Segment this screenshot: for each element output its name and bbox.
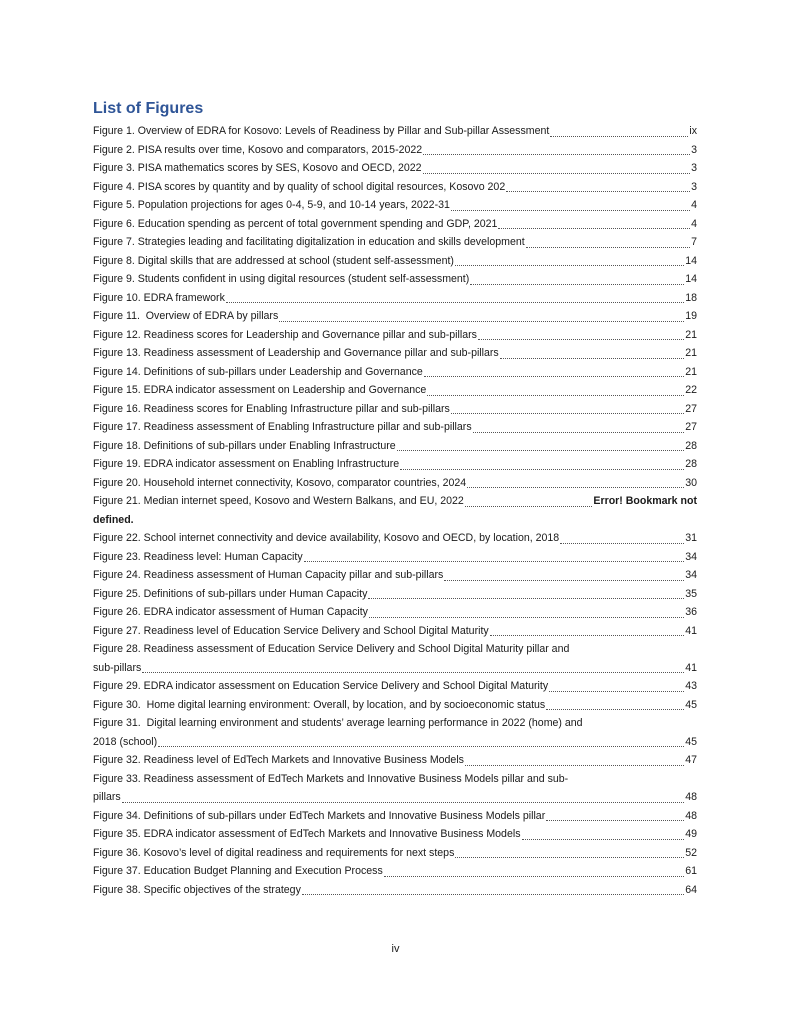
figure-entry-wrapped[interactable] bbox=[93, 640, 697, 677]
figure-title: Figure 30. Home digital learning environment: Overall, by location, and by socioeconomic status bbox=[93, 698, 546, 711]
dot-leader bbox=[424, 376, 684, 377]
dot-leader bbox=[451, 210, 690, 211]
dot-leader bbox=[455, 265, 684, 266]
figure-entry[interactable] bbox=[93, 548, 697, 567]
dot-leader bbox=[550, 136, 688, 137]
dot-leader bbox=[369, 617, 684, 618]
figure-entry[interactable] bbox=[93, 252, 697, 271]
dot-leader bbox=[158, 746, 684, 747]
figure-title: Figure 27. Readiness level of Education Service Delivery and School Digital Maturity bbox=[93, 624, 489, 637]
figure-entry[interactable] bbox=[93, 344, 697, 363]
figure-title: Figure 14. Definitions of sub-pillars under Leadership and Governance bbox=[93, 365, 423, 378]
figure-page: 7 bbox=[691, 236, 697, 248]
figure-page: 18 bbox=[685, 291, 697, 304]
figure-page: 48 bbox=[685, 809, 697, 822]
figure-entry[interactable] bbox=[93, 307, 697, 326]
dot-leader bbox=[368, 598, 684, 599]
figure-title: Figure 17. Readiness assessment of Enabling Infrastructure pillar and sub-pillars bbox=[93, 421, 472, 433]
bookmark-error: Error! Bookmark not bbox=[593, 495, 697, 507]
figure-page: 14 bbox=[685, 254, 697, 267]
figure-page: 30 bbox=[685, 476, 697, 489]
dot-leader bbox=[560, 543, 684, 544]
figure-entry[interactable] bbox=[93, 696, 697, 715]
figure-title: Figure 1. Overview of EDRA for Kosovo: Levels of Readiness by Pillar and Sub-pillar Assessment bbox=[93, 125, 550, 137]
figure-entry[interactable] bbox=[93, 289, 697, 308]
figure-title: Figure 18. Definitions of sub-pillars under Enabling Infrastructure bbox=[93, 439, 396, 452]
figure-page: 31 bbox=[685, 532, 697, 544]
dot-leader bbox=[455, 857, 684, 858]
figure-page: 64 bbox=[685, 883, 697, 896]
figure-entry-error[interactable] bbox=[93, 492, 697, 529]
figure-page: 52 bbox=[685, 846, 697, 859]
figure-entry[interactable] bbox=[93, 881, 697, 900]
figure-page: 49 bbox=[685, 828, 697, 840]
bookmark-error-cont: defined. bbox=[93, 513, 134, 526]
dot-leader bbox=[279, 321, 684, 322]
figure-title: Figure 13. Readiness assessment of Leadership and Governance pillar and sub-pillars bbox=[93, 347, 499, 359]
dot-leader bbox=[546, 820, 684, 821]
figure-entry-wrapped[interactable] bbox=[93, 770, 697, 807]
figure-entry[interactable] bbox=[93, 196, 697, 215]
figure-title-line2: sub-pillars bbox=[93, 661, 142, 674]
dot-leader bbox=[302, 894, 684, 895]
figure-title: Figure 16. Readiness scores for Enabling Infrastructure pillar and sub-pillars bbox=[93, 402, 450, 415]
dot-leader bbox=[546, 709, 684, 710]
dot-leader bbox=[498, 228, 690, 229]
figure-title: Figure 35. EDRA indicator assessment of EdTech Markets and Innovative Business Models bbox=[93, 828, 521, 840]
figure-page: 27 bbox=[685, 402, 697, 415]
dot-leader bbox=[470, 284, 684, 285]
figure-title-line1: Figure 31. Digital learning environment and students’ average learning performance in 2022 (home) and bbox=[93, 717, 583, 729]
dot-leader bbox=[444, 580, 684, 581]
dot-leader bbox=[423, 173, 691, 174]
figure-entry[interactable] bbox=[93, 825, 697, 844]
figure-title: Figure 20. Household internet connectivity, Kosovo, comparator countries, 2024 bbox=[93, 476, 467, 489]
figure-entry[interactable] bbox=[93, 603, 697, 622]
figure-page: 21 bbox=[685, 365, 697, 378]
figure-page: 28 bbox=[685, 439, 697, 452]
dot-leader bbox=[400, 469, 684, 470]
figure-page: 4 bbox=[691, 199, 697, 211]
figure-page: 19 bbox=[685, 310, 697, 322]
figure-title: Figure 4. PISA scores by quantity and by quality of school digital resources, Kosovo 202 bbox=[93, 180, 506, 193]
dot-leader bbox=[423, 154, 690, 155]
figure-page: 45 bbox=[685, 735, 697, 748]
figure-entry[interactable] bbox=[93, 862, 697, 881]
figure-entry-wrapped[interactable] bbox=[93, 714, 697, 751]
figure-title: Figure 7. Strategies leading and facilitating digitalization in education and skills development bbox=[93, 236, 525, 248]
figure-title: Figure 8. Digital skills that are addressed at school (student self-assessment) bbox=[93, 254, 454, 267]
dot-leader bbox=[465, 765, 684, 766]
dot-leader bbox=[427, 395, 684, 396]
figure-page: 3 bbox=[691, 180, 697, 193]
figure-page: 48 bbox=[685, 791, 697, 803]
dot-leader bbox=[384, 876, 684, 877]
figure-page: 47 bbox=[685, 754, 697, 766]
figure-page: 35 bbox=[685, 587, 697, 600]
figure-title-line2: pillars bbox=[93, 791, 121, 803]
figure-entry[interactable] bbox=[93, 418, 697, 437]
figure-title: Figure 6. Education spending as percent of total government spending and GDP, 2021 bbox=[93, 217, 498, 230]
figure-page: 14 bbox=[685, 273, 697, 285]
figure-entry[interactable] bbox=[93, 215, 697, 234]
figure-list bbox=[93, 122, 697, 899]
figure-title: Figure 24. Readiness assessment of Human Capacity pillar and sub-pillars bbox=[93, 569, 444, 581]
dot-leader bbox=[142, 672, 684, 673]
dot-leader bbox=[226, 302, 684, 303]
figure-title-line1: Figure 33. Readiness assessment of EdTech Markets and Innovative Business Models pillar and sub- bbox=[93, 772, 569, 785]
dot-leader bbox=[522, 839, 685, 840]
figure-entry[interactable] bbox=[93, 400, 697, 419]
figure-page: ix bbox=[689, 125, 697, 137]
figure-page: 21 bbox=[685, 347, 697, 359]
figure-title-line1: Figure 28. Readiness assessment of Education Service Delivery and School Digital Maturity pillar and bbox=[93, 643, 570, 655]
figure-title: Figure 34. Definitions of sub-pillars under EdTech Markets and Innovative Business Models pillar bbox=[93, 809, 546, 822]
figure-entry[interactable] bbox=[93, 844, 697, 863]
figure-title: Figure 37. Education Budget Planning and Execution Process bbox=[93, 865, 383, 877]
figure-page: 36 bbox=[685, 606, 697, 618]
figure-page: 45 bbox=[685, 698, 697, 711]
figure-title: Figure 25. Definitions of sub-pillars under Human Capacity bbox=[93, 587, 368, 600]
figure-page: 41 bbox=[685, 661, 697, 674]
figure-title: Figure 5. Population projections for ages 0-4, 5-9, and 10-14 years, 2022-31 bbox=[93, 199, 450, 211]
figure-entry[interactable] bbox=[93, 455, 697, 474]
dot-leader bbox=[451, 413, 684, 414]
figure-entry[interactable] bbox=[93, 585, 697, 604]
dot-leader bbox=[549, 691, 684, 692]
figure-title: Figure 22. School internet connectivity and device availability, Kosovo and OECD, by location, 2018 bbox=[93, 532, 560, 544]
figure-title: Figure 10. EDRA framework bbox=[93, 291, 225, 304]
figure-entry[interactable] bbox=[93, 270, 697, 289]
figure-title: Figure 36. Kosovo’s level of digital readiness and requirements for next steps bbox=[93, 846, 455, 859]
figure-entry[interactable] bbox=[93, 141, 697, 160]
figure-title: Figure 32. Readiness level of EdTech Markets and Innovative Business Models bbox=[93, 754, 464, 766]
dot-leader bbox=[478, 339, 684, 340]
figure-page: 61 bbox=[685, 865, 697, 877]
figure-title: Figure 9. Students confident in using digital resources (student self-assessment) bbox=[93, 273, 470, 285]
figure-page: 34 bbox=[685, 550, 697, 563]
figure-page: 28 bbox=[685, 458, 697, 470]
figure-entry[interactable] bbox=[93, 807, 697, 826]
figure-entry[interactable] bbox=[93, 122, 697, 141]
figure-entry[interactable] bbox=[93, 474, 697, 493]
dot-leader bbox=[526, 247, 690, 248]
figure-title: Figure 38. Specific objectives of the strategy bbox=[93, 883, 301, 896]
figure-title: Figure 21. Median internet speed, Kosovo and Western Balkans, and EU, 2022 bbox=[93, 495, 464, 507]
figure-page: 21 bbox=[685, 328, 697, 341]
figure-page: 3 bbox=[691, 162, 697, 174]
figure-entry[interactable] bbox=[93, 751, 697, 770]
dot-leader bbox=[473, 432, 685, 433]
dot-leader bbox=[500, 358, 684, 359]
figure-entry[interactable] bbox=[93, 326, 697, 345]
dot-leader bbox=[490, 635, 685, 636]
figure-title: Figure 26. EDRA indicator assessment of Human Capacity bbox=[93, 606, 368, 618]
figure-entry[interactable] bbox=[93, 677, 697, 696]
figure-title-line2: 2018 (school) bbox=[93, 735, 158, 748]
dot-leader bbox=[506, 191, 690, 192]
figure-title: Figure 19. EDRA indicator assessment on Enabling Infrastructure bbox=[93, 458, 400, 470]
figure-title: Figure 2. PISA results over time, Kosovo and comparators, 2015-2022 bbox=[93, 143, 423, 156]
figure-entry[interactable] bbox=[93, 233, 697, 252]
figure-title: Figure 29. EDRA indicator assessment on Education Service Delivery and School Digital Maturity bbox=[93, 680, 549, 692]
dot-leader bbox=[397, 450, 685, 451]
dot-leader bbox=[465, 506, 593, 507]
page-number: iv bbox=[391, 943, 400, 955]
figure-title: Figure 23. Readiness level: Human Capacity bbox=[93, 550, 303, 563]
figure-page: 22 bbox=[685, 384, 697, 396]
figure-entry[interactable] bbox=[93, 159, 697, 178]
dot-leader bbox=[304, 561, 685, 562]
figure-title: Figure 12. Readiness scores for Leadership and Governance pillar and sub-pillars bbox=[93, 328, 477, 341]
figure-entry[interactable] bbox=[93, 529, 697, 548]
dot-leader bbox=[467, 487, 684, 488]
figure-page: 43 bbox=[685, 680, 697, 692]
figure-title: Figure 3. PISA mathematics scores by SES, Kosovo and OECD, 2022 bbox=[93, 162, 422, 174]
figure-page: 41 bbox=[685, 624, 697, 637]
figure-page: 4 bbox=[691, 217, 697, 230]
figure-entry[interactable] bbox=[93, 363, 697, 382]
figure-title: Figure 15. EDRA indicator assessment on Leadership and Governance bbox=[93, 384, 427, 396]
figure-entry[interactable] bbox=[93, 178, 697, 197]
figure-entry[interactable] bbox=[93, 381, 697, 400]
figure-entry[interactable] bbox=[93, 566, 697, 585]
figure-title: Figure 11. Overview of EDRA by pillars bbox=[93, 310, 279, 322]
figure-page: 3 bbox=[691, 143, 697, 156]
figure-page: 27 bbox=[685, 421, 697, 433]
dot-leader bbox=[122, 802, 685, 803]
figure-entry[interactable] bbox=[93, 622, 697, 641]
figure-page: 34 bbox=[685, 569, 697, 581]
list-of-figures-heading: List of Figures bbox=[93, 100, 204, 117]
figure-entry[interactable] bbox=[93, 437, 697, 456]
